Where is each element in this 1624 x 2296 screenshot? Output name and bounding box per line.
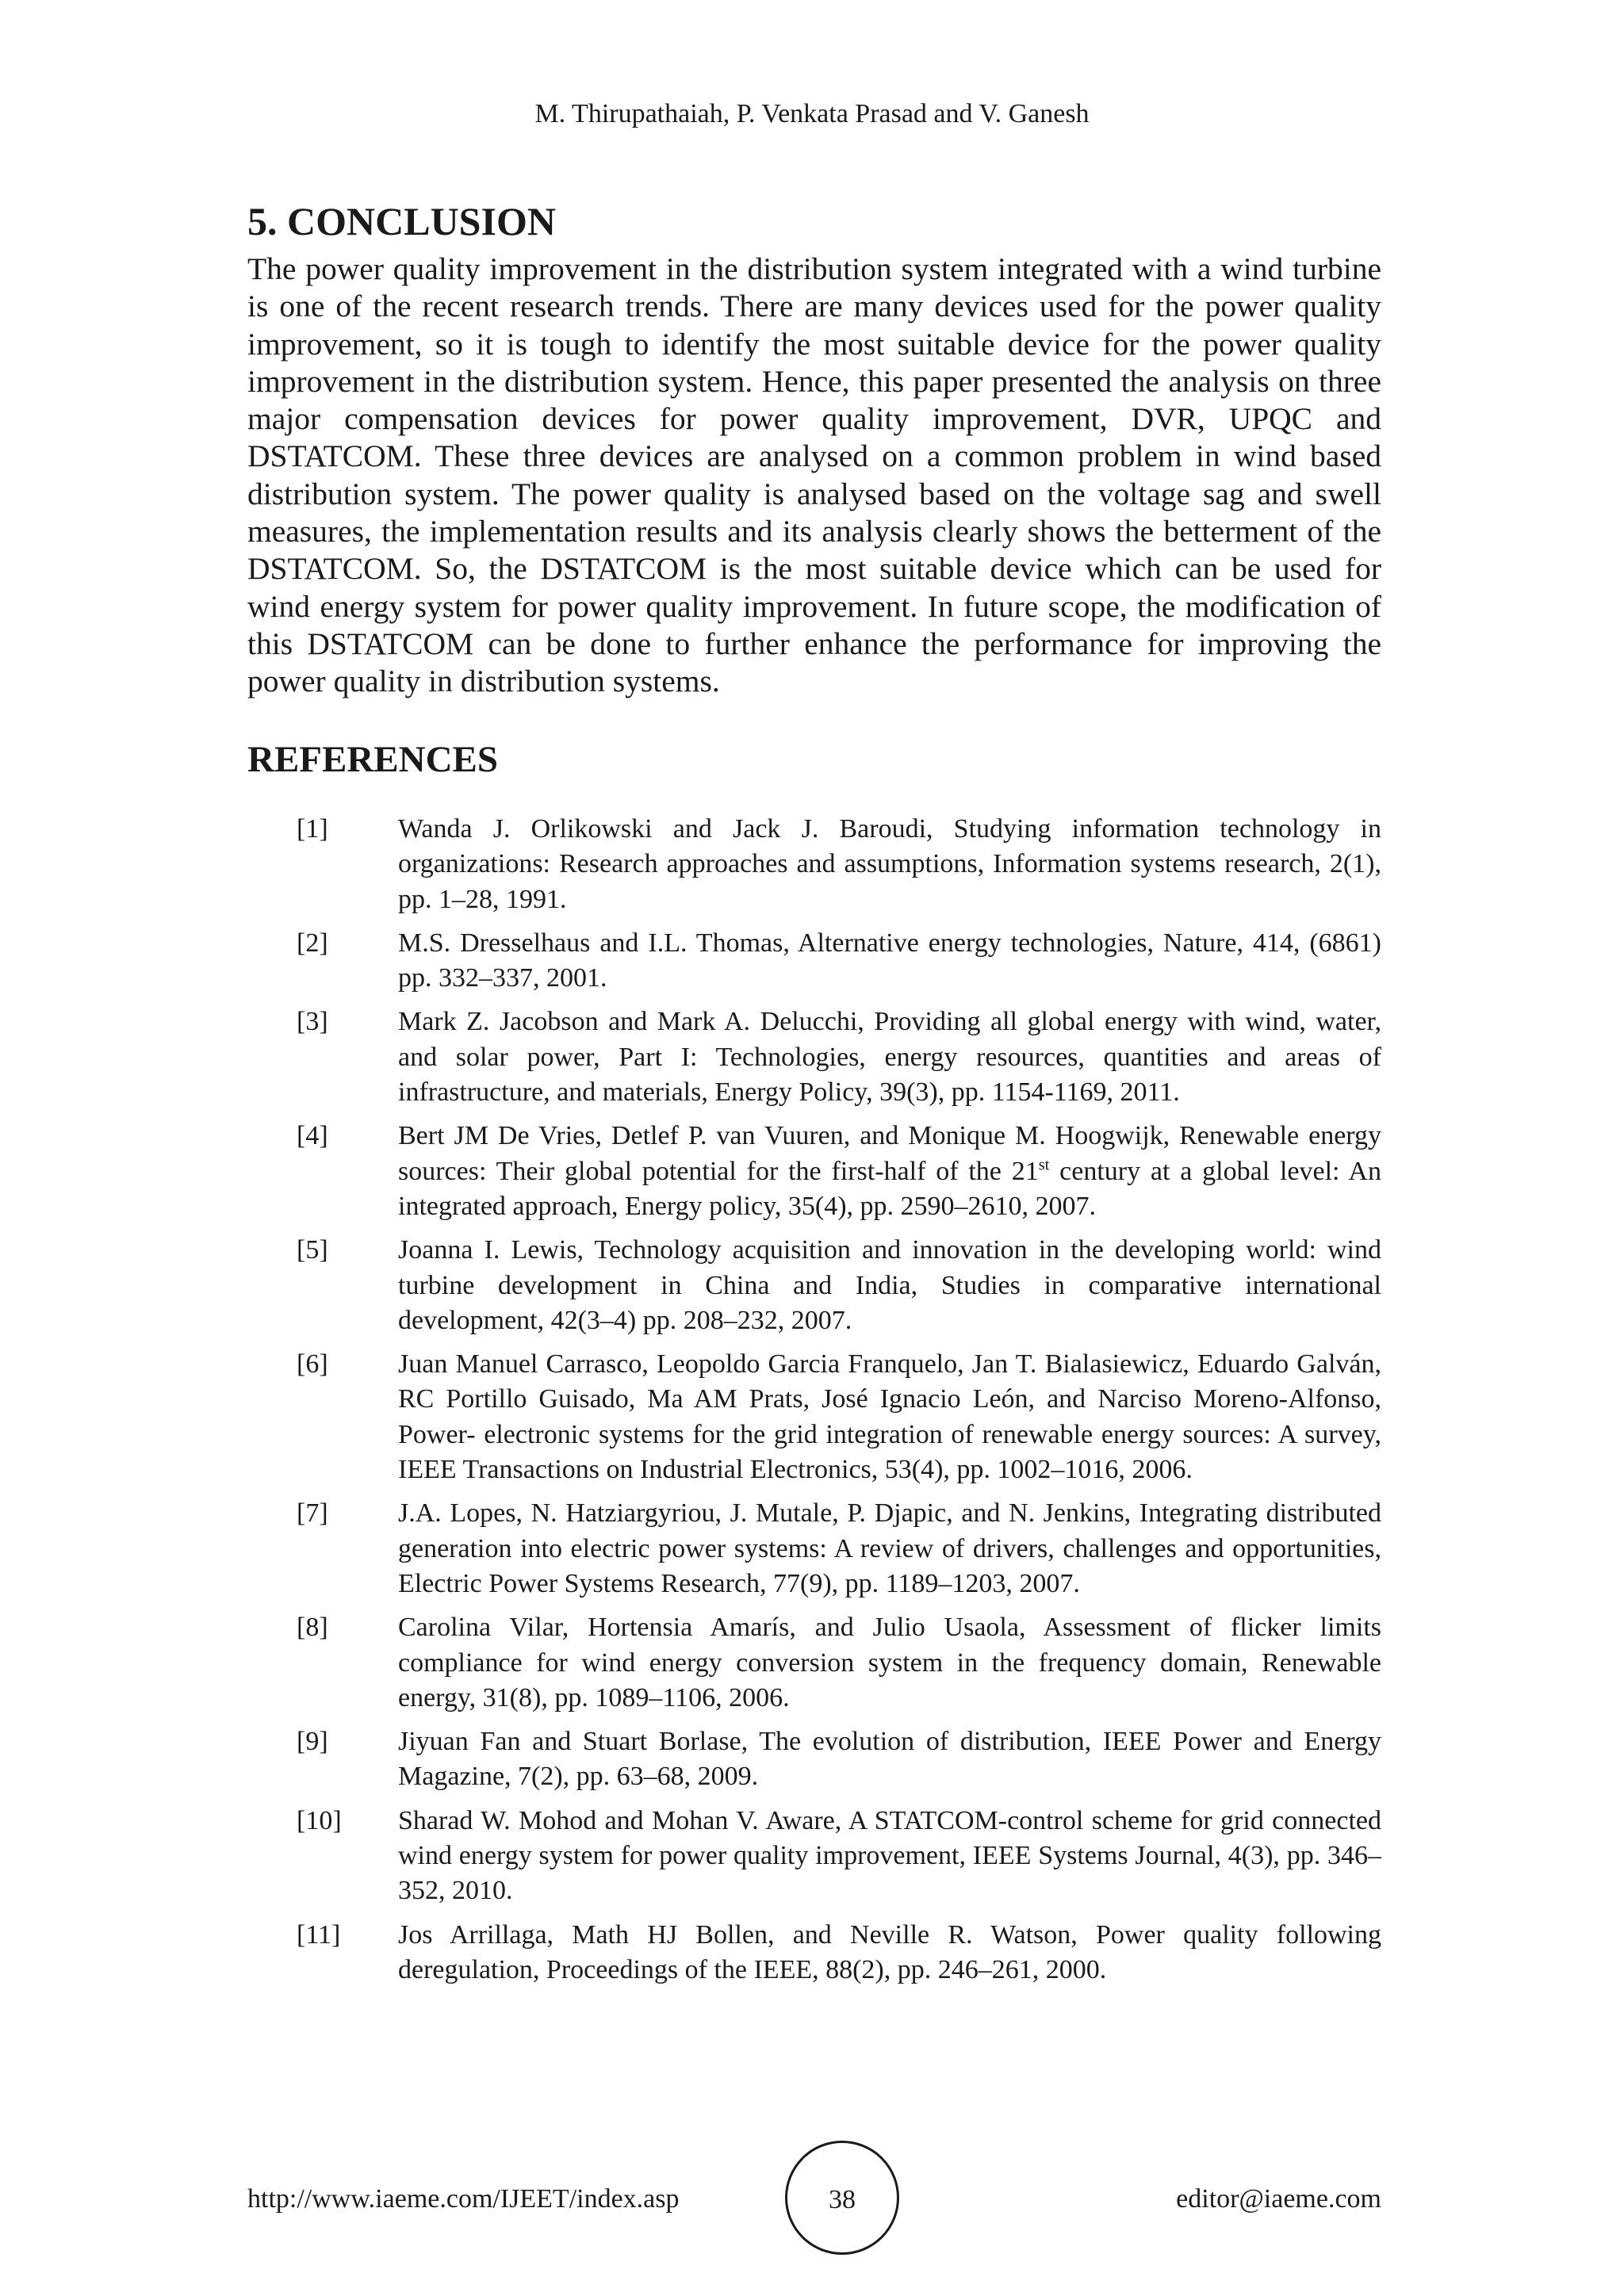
reference-item bbox=[247, 1496, 1381, 1601]
references-heading: REFERENCES bbox=[247, 739, 499, 780]
reference-text: M.S. Dresselhaus and I.L. Thomas, Alternative energy technologies, Nature, 414, (6861) pp. 332–337, 2001. bbox=[398, 928, 1381, 993]
running-header: M. Thirupathaiah, P. Venkata Prasad and V. Ganesh bbox=[534, 99, 1090, 128]
reference-item bbox=[247, 926, 1381, 997]
reference-text: Joanna I. Lewis, Technology acquisition and innovation in the developing world: wind turbine development in China and India, Studies in comparative international development, 42(3–4) pp. 208–232, 2007. bbox=[398, 1235, 1381, 1335]
reference-text: Juan Manuel Carrasco, Leopoldo Garcia Franquelo, Jan T. Bialasiewicz, Eduardo Galván, RC Portillo Guisado, Ma AM Prats, José Ignacio León, and Narciso Moreno-Alfonso, Power- electronic systems for the grid integration of renewable energy sources: A survey, IEEE Transactions on Industrial Electronics, 53(4), pp. 1002–1016, 2006. bbox=[398, 1349, 1381, 1485]
reference-text: Carolina Vilar, Hortensia Amarís, and Julio Usaola, Assessment of flicker limits compliance for wind energy conversion system in the frequency domain, Renewable energy, 31(8), pp. 1089–1106, 2006. bbox=[398, 1613, 1381, 1712]
superscript-st: st bbox=[1038, 1156, 1050, 1174]
reference-item bbox=[247, 1004, 1381, 1110]
reference-item bbox=[247, 1918, 1381, 1988]
reference-number: [5] bbox=[297, 1235, 328, 1265]
page-number: 38 bbox=[829, 2185, 856, 2214]
reference-text: J.A. Lopes, N. Hatziargyriou, J. Mutale, P. Djapic, and N. Jenkins, Integrating distributed generation into electric power systems: A review of drivers, challenges and opportunities, Electric Power Systems Research, 77(9), pp. 1189–1203, 2007. bbox=[398, 1498, 1381, 1598]
reference-number: [2] bbox=[297, 928, 328, 958]
reference-list bbox=[247, 812, 1381, 1996]
reference-text-before: Bert JM De Vries, Detlef P. van Vuuren, and Monique M. Hoogwijk, Renewable energy sources: Their global potential for the first-half of the 21 bbox=[398, 1121, 1381, 1186]
reference-text: Jiyuan Fan and Stuart Borlase, The evolution of distribution, IEEE Power and Energy Magazine, 7(2), pp. 63–68, 2009. bbox=[398, 1727, 1381, 1792]
page-number-circle bbox=[785, 2141, 899, 2255]
reference-text-after: century at a global level: An integrated approach, Energy policy, 35(4), pp. 2590–2610, 2007. bbox=[398, 1156, 1381, 1221]
footer-url: http://www.iaeme.com/IJEET/index.asp bbox=[247, 2184, 680, 2214]
reference-item bbox=[247, 1347, 1381, 1487]
reference-text: Jos Arrillaga, Math HJ Bollen, and Neville R. Watson, Power quality following deregulation, Proceedings of the IEEE, 88(2), pp. 246–261, 2000. bbox=[398, 1919, 1381, 1984]
reference-text: Sharad W. Mohod and Mohan V. Aware, A STATCOM-control scheme for grid connected wind energy system for power quality improvement, IEEE Systems Journal, 4(3), pp. 346–352, 2010. bbox=[398, 1805, 1381, 1906]
footer-email: editor@iaeme.com bbox=[1176, 2184, 1381, 2214]
reference-number: [9] bbox=[297, 1727, 328, 1757]
reference-number: [6] bbox=[297, 1349, 328, 1380]
reference-number: [4] bbox=[297, 1121, 328, 1151]
reference-number: [1] bbox=[297, 814, 328, 844]
reference-number: [7] bbox=[297, 1498, 328, 1529]
reference-text bbox=[398, 1119, 1381, 1224]
reference-item bbox=[247, 812, 1381, 917]
reference-number: [8] bbox=[297, 1613, 328, 1643]
reference-number: [3] bbox=[297, 1007, 328, 1037]
reference-item bbox=[247, 1724, 1381, 1795]
reference-number: [10] bbox=[297, 1805, 342, 1835]
reference-item bbox=[247, 1804, 1381, 1909]
conclusion-heading: 5. CONCLUSION bbox=[247, 199, 556, 243]
reference-text: Wanda J. Orlikowski and Jack J. Baroudi, Studying information technology in organizations: Research approaches and assumptions, Information systems research, 2(1), pp. 1–28, 1991. bbox=[398, 814, 1381, 914]
reference-text: Mark Z. Jacobson and Mark A. Delucchi, Providing all global energy with wind, water, and solar power, Part I: Technologies, energy resources, quantities and areas of infrastructure, and materials, Energy Policy, 39(3), pp. 1154-1169, 2011. bbox=[398, 1007, 1381, 1108]
reference-item bbox=[247, 1610, 1381, 1716]
reference-item bbox=[247, 1119, 1381, 1224]
reference-item bbox=[247, 1233, 1381, 1338]
conclusion-paragraph: The power quality improvement in the distribution system integrated with a wind turbine is one of the recent research trends. There are many devices used for the power quality improvement, so it is tough to identify the most suitable device for the power quality improvement in the distribution system. Hence, this paper presented the analysis on three major compensation devices for power quality improvement, DVR, UPQC and DSTATCOM. These three devices are analysed on a common problem in wind based distribution system. The power quality is analysed based on the voltage sag and swell measures, the implementation results and its analysis clearly shows the betterment of the DSTATCOM. So, the DSTATCOM is the most suitable device which can be used for wind energy system for power quality improvement. In future scope, the modification of this DSTATCOM can be done to further enhance the performance for improving the power quality in distribution systems. bbox=[247, 251, 1381, 699]
reference-number: [11] bbox=[297, 1919, 341, 1950]
